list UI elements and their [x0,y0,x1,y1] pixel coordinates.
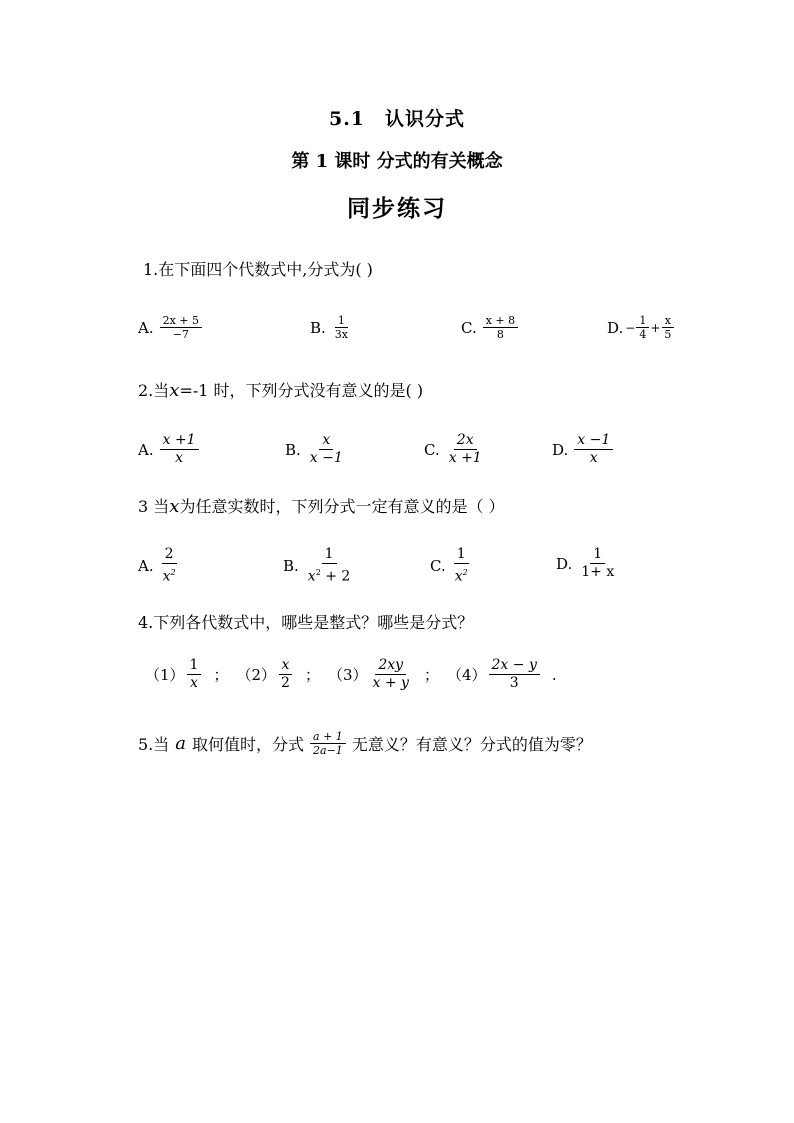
exercise-title: 同步练习 [347,195,447,222]
fraction [332,314,351,341]
item-label: （3） [327,666,368,684]
fraction [370,657,412,692]
fraction [483,314,518,341]
numerator: 2 [162,546,177,564]
option-label: A. [138,556,154,575]
q3-stem-start: 3 当 [138,497,170,516]
denominator: 2 [281,675,290,691]
denominator: −7 [172,328,189,341]
item-label: （1） [145,666,185,684]
q1-option-b [310,314,355,341]
denominator: 5 [664,328,672,341]
q4-expressions [145,657,557,692]
fraction [636,314,649,341]
denominator: x [190,675,198,691]
fraction [574,432,613,467]
numerator: 1 [636,314,649,328]
q1-option-a [138,314,206,341]
q3-option-c [430,546,475,586]
option-label: B. [283,556,299,575]
fraction [446,432,485,467]
option-label: A. [138,440,154,459]
denominator-rest: + 2 [320,568,351,585]
separator: ； [423,666,439,684]
exponent: 2 [315,568,321,577]
numerator: 2x − y [489,657,540,675]
q3-option-d [556,546,621,581]
option-label: C. [430,556,446,575]
plus-sign: + [650,320,661,335]
numerator: 1 [335,314,348,328]
q2-option-c [424,432,489,467]
q4-stem: 4.下列各代数式中，哪些是整式？哪些是分式？ [138,613,474,632]
q1-option-c [461,314,522,341]
q3-stem [138,496,505,518]
denominator: 4 [639,328,647,341]
numerator: 2x [454,432,477,450]
denominator: x [589,450,598,466]
minus-sign: − [625,320,636,335]
denominator [160,564,179,586]
separator: ； [304,666,320,684]
option-label: C. [424,440,440,459]
numerator: 1 [454,546,469,564]
fraction [160,432,199,467]
exponent: 2 [170,568,176,577]
q1-stem: 1.在下面四个代数式中,分式为( ) [143,260,373,279]
option-label: D. [607,318,624,337]
denominator [305,564,354,586]
q2-stem [138,380,423,402]
denominator: x [175,450,184,466]
fraction [661,314,674,341]
q2-option-d [552,432,617,467]
q3-option-a [138,546,183,586]
denominator: x + y [372,675,409,691]
denominator: 8 [496,328,504,341]
denominator: 1+ x [581,564,615,580]
q3-stem-end: 为任意实数时，下列分式一定有意义的是（ ） [179,497,505,516]
numerator: 1 [322,546,337,564]
numerator: x [662,314,674,328]
numerator: 1 [187,657,202,675]
denominator: 3x [334,328,348,341]
fraction [452,546,471,586]
q2-stem-end: =-1 时，下列分式没有意义的是( ) [179,381,424,400]
fraction [160,546,179,586]
separator: ； [213,666,229,684]
fraction [160,314,202,341]
option-label: B. [285,440,301,459]
section-title: 5.1 认识分式 [328,108,466,130]
numerator: a + 1 [310,730,346,744]
item-label: （4） [446,666,487,684]
q5-stem-start: 5.当 [138,735,170,754]
denominator: x +1 [448,450,482,466]
fraction [310,730,346,757]
denominator [452,564,471,586]
exponent: 2 [462,568,468,577]
numerator: x −1 [574,432,613,450]
denominator: 3 [509,675,519,691]
q2-option-a [138,432,203,467]
numerator: x [279,657,293,675]
option-label: A. [138,318,154,337]
fraction [305,546,354,586]
fraction [578,546,617,581]
numerator: 2x + 5 [160,314,202,328]
q2-stem-start: 2.当 [138,381,170,400]
variable-a: a [175,733,187,754]
q5-stem-mid: 取何值时，分式 [192,735,305,754]
numerator: x [319,432,333,450]
fraction [187,657,202,692]
denominator-base: x [307,568,316,585]
q5-stem [138,730,592,757]
lesson-title: 第 1 课时 分式的有关概念 [291,151,503,172]
variable-x: x [169,380,180,401]
item-label: （2） [236,666,277,684]
variable-x: x [169,496,180,517]
numerator: x +1 [160,432,199,450]
numerator: 2xy [375,657,406,675]
denominator: x −1 [309,450,343,466]
denominator: 2a−1 [313,744,343,757]
numerator: x + 8 [483,314,518,328]
denominator-base: x [454,568,463,585]
numerator: 1 [590,546,605,564]
q2-option-b [285,432,350,467]
option-label: D. [556,554,573,573]
fraction [307,432,346,467]
q3-option-b [283,546,357,586]
denominator-base: x [162,568,171,585]
q1-option-d [607,314,675,341]
option-label: B. [310,318,326,337]
q5-stem-end: 无意义？有意义？分式的值为零？ [351,735,592,754]
fraction [489,657,540,692]
option-label: D. [552,440,569,459]
separator: . [551,665,557,684]
option-label: C. [461,318,477,337]
fraction [278,657,293,692]
